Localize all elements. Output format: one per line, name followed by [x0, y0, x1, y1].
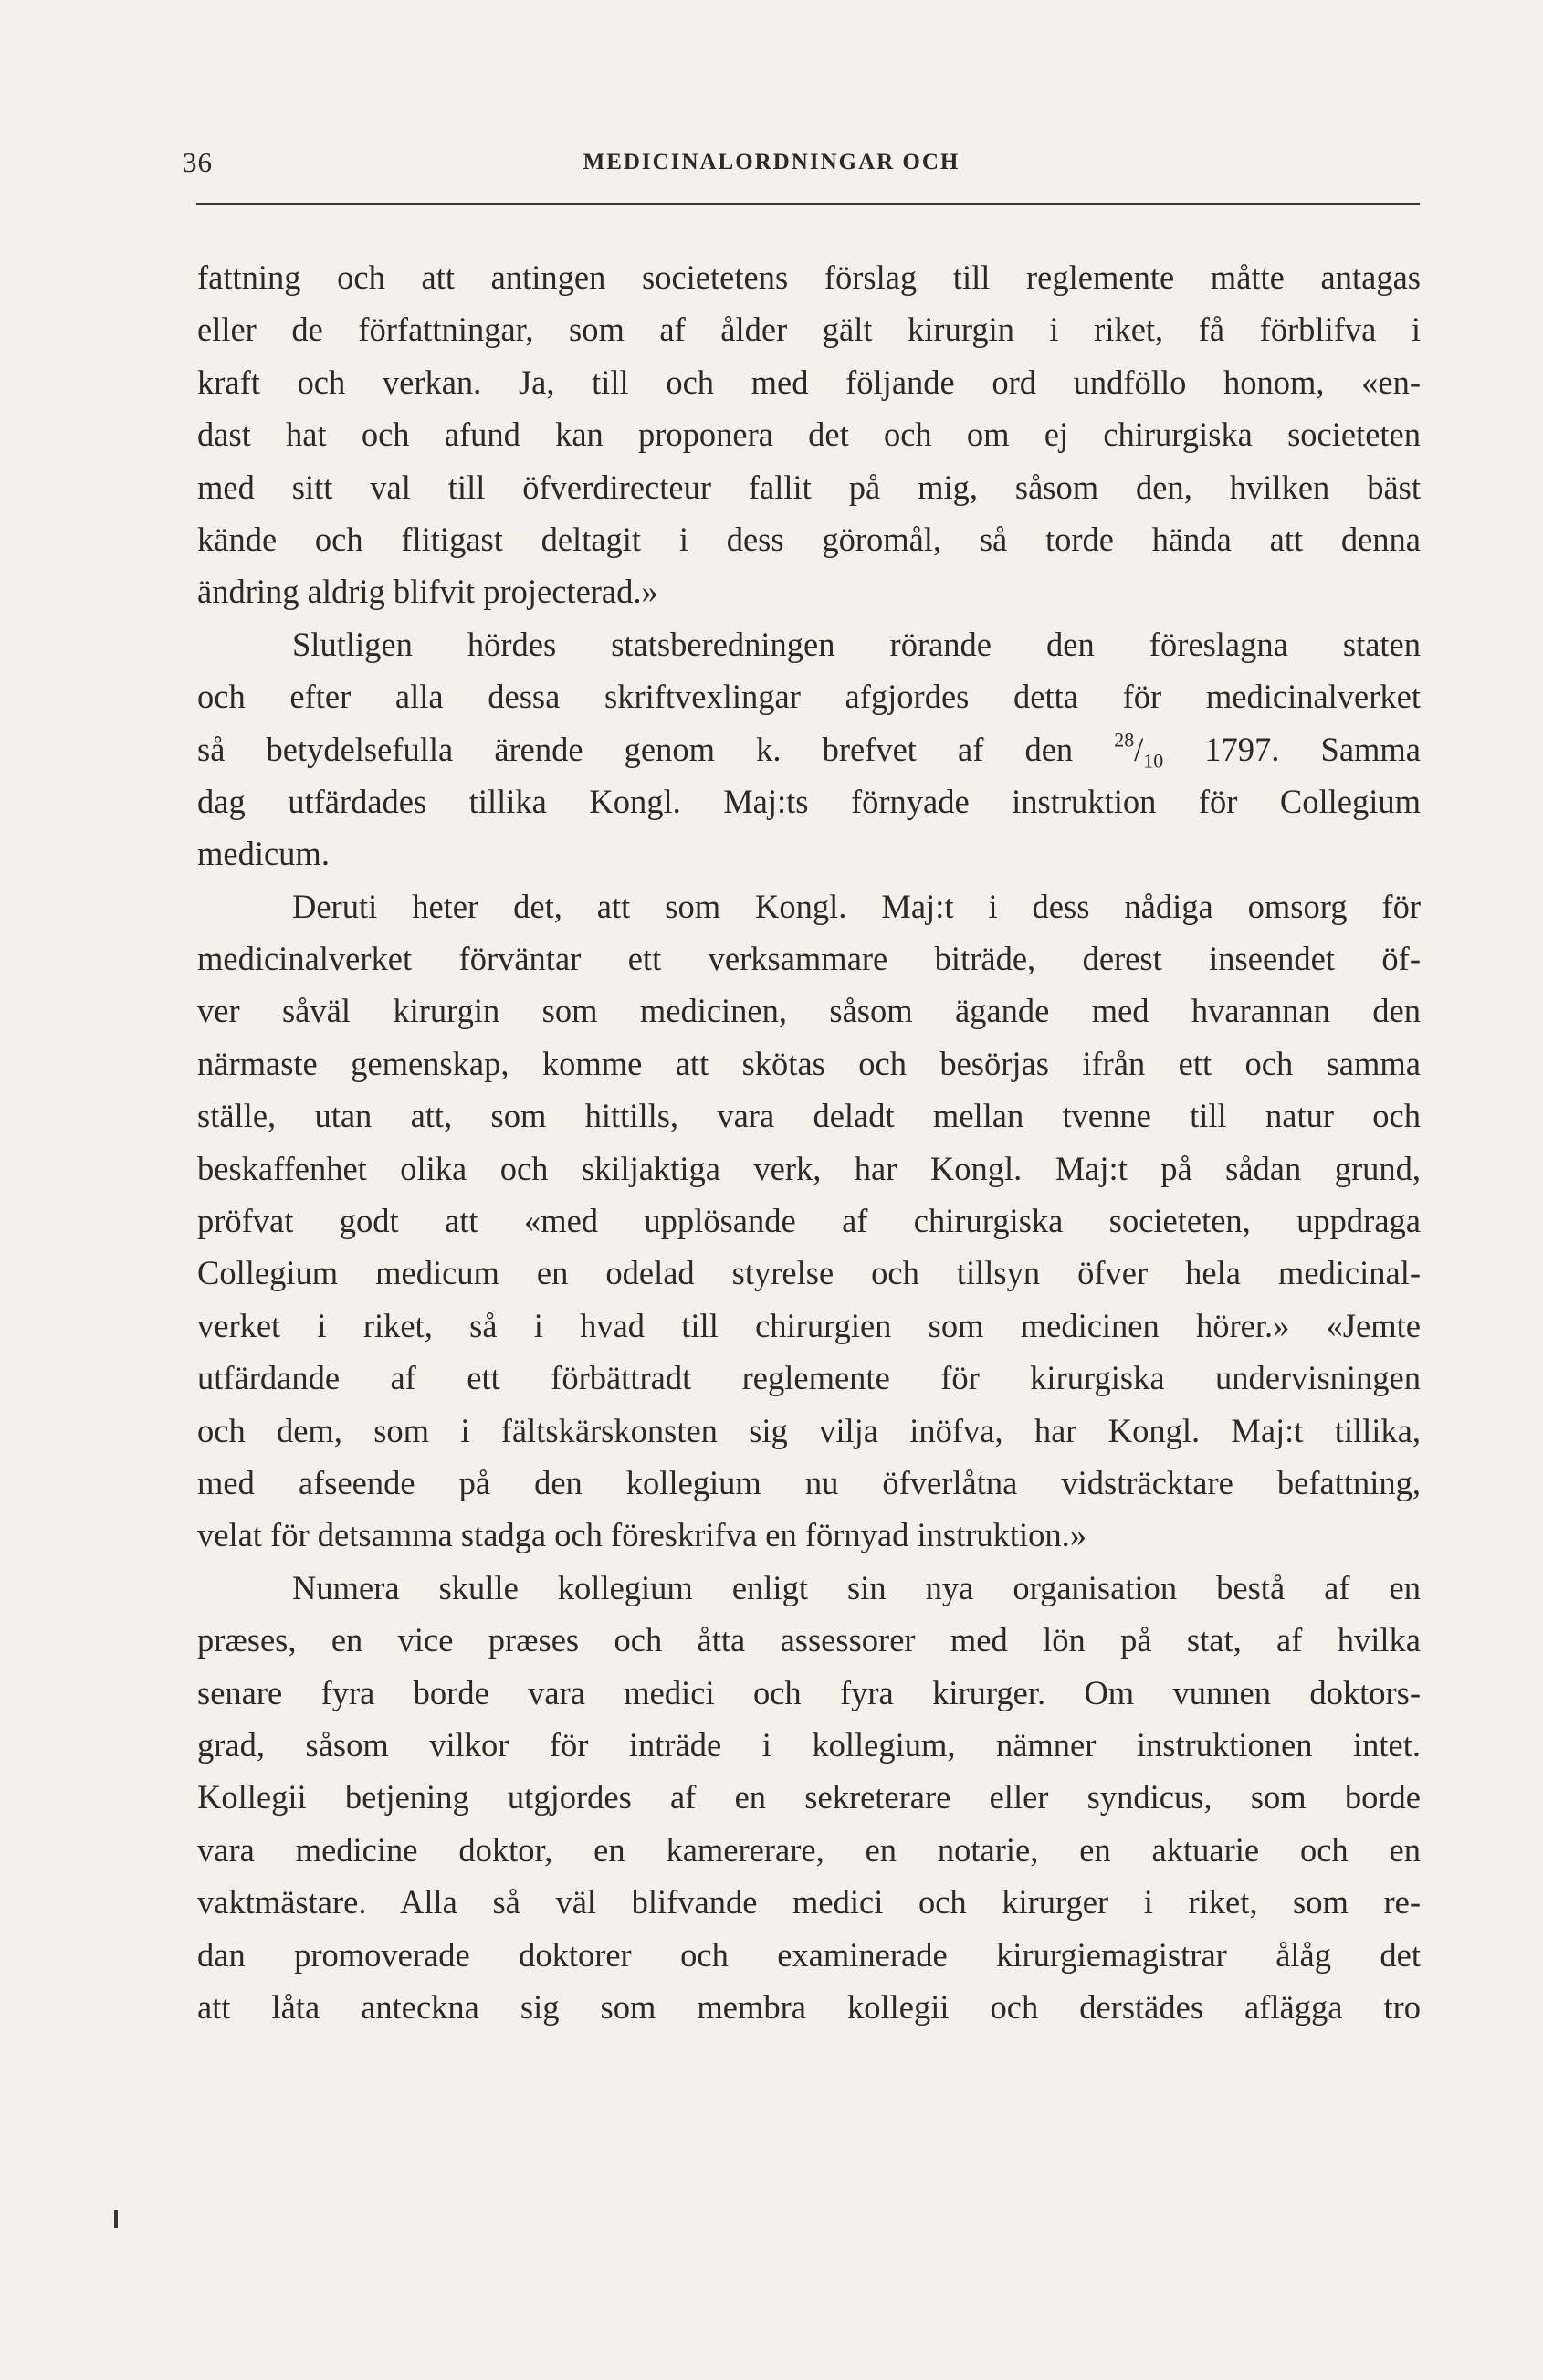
text-line: närmaste gemenskap, komme att skötas och besörjas ifrån ett och samma: [197, 1044, 1421, 1082]
text-line: ställe, utan att, som hittills, vara deladt mellan tvenne till natur och: [197, 1097, 1421, 1135]
text-line: verket i riket, så i hvad till chirurgien som medicinen hörer.» «Jemte: [197, 1306, 1421, 1344]
text-line: grad, såsom vilkor för inträde i kollegium, nämner instruktionen intet.: [197, 1725, 1421, 1764]
text-line: Numera skulle kollegium enligt sin nya organisation bestå af en: [292, 1568, 1421, 1606]
text-line: fattning och att antingen societetens förslag till reglemente måtte antagas: [197, 258, 1421, 296]
fraction-numerator: 28: [1114, 728, 1135, 752]
text-line: med afseende på den kollegium nu öfverlåtna vidsträcktare befattning,: [197, 1463, 1421, 1501]
text-line: præses, en vice præses och åtta assessorer med lön på stat, af hvilka: [197, 1621, 1421, 1659]
text-line: kände och flitigast deltagit i dess göromål, så torde hända att denna: [197, 520, 1421, 558]
text-line: att låta anteckna sig som membra kollegii och derstädes aflägga tro: [197, 1987, 1421, 2026]
page-number: 36: [183, 146, 213, 178]
text-line: med sitt val till öfverdirecteur fallit på mig, såsom den, hvilken bäst: [197, 468, 1421, 506]
fraction-denominator: 10: [1143, 749, 1164, 773]
text-line: Kollegii betjening utgjordes af en sekreterare eller syndicus, som borde: [197, 1778, 1421, 1817]
text-line: utfärdande af ett förbättradt reglemente för kirurgiska undervisningen: [197, 1359, 1421, 1397]
text-line: kraft och verkan. Ja, till och med följande ord undföllo honom, «en-: [197, 363, 1421, 401]
text-line: vara medicine doktor, en kamererare, en notarie, en aktuarie och en: [197, 1830, 1421, 1869]
text-segment: så betydelsefulla ärende genom k. brefvet af den: [197, 730, 1074, 768]
running-head: MEDICINALORDNINGAR OCH: [583, 150, 960, 174]
text-line: senare fyra borde vara medici och fyra kirurger. Om vunnen doktors-: [197, 1673, 1421, 1711]
text-line: medicum.: [197, 835, 330, 873]
text-line: ändring aldrig blifvit projecterad.»: [197, 573, 658, 611]
text-segment: 1797. Samma: [1204, 730, 1421, 768]
text-line: Deruti heter det, att som Kongl. Maj:t i dess nådiga omsorg för: [292, 887, 1421, 925]
text-line: Slutligen hördes statsberedningen rörande den föreslagna staten: [292, 625, 1421, 663]
body-text: [197, 251, 1421, 2033]
text-line: pröfvat godt att «med upplösande af chirurgiska societeten, uppdraga: [197, 1202, 1421, 1240]
text-line: vaktmästare. Alla så väl blifvande medici och kirurger i riket, som re-: [197, 1883, 1421, 1922]
text-line: velat för detsamma stadga och föreskrifva en förnyad instruktion.»: [197, 1516, 1087, 1554]
text-line: dast hat och afund kan proponera det och om ej chirurgiska societeten: [197, 416, 1421, 454]
text-line: ver såväl kirurgin som medicinen, såsom ägande med hvarannan den: [197, 992, 1421, 1030]
text-line: beskaffenhet olika och skiljaktiga verk, har Kongl. Maj:t på sådan grund,: [197, 1149, 1421, 1187]
text-line: medicinalverket förväntar ett verksammare biträde, derest inseendet öf-: [197, 940, 1421, 978]
text-line-with-date: så betydelsefulla ärende genom k. brefvet af den $^{28}/_{10}$ 1797. Samma: [197, 728, 1421, 773]
text-line: och dem, som i fältskärskonsten sig vilja inöfva, har Kongl. Maj:t tillika,: [197, 1411, 1421, 1449]
text-line: eller de författningar, som af ålder gält kirurgin i riket, få förblifva i: [197, 311, 1421, 349]
text-line: Collegium medicum en odelad styrelse och tillsyn öfver hela medicinal-: [197, 1254, 1421, 1292]
margin-mark: [114, 2210, 118, 2228]
text-line: dag utfärdades tillika Kongl. Maj:ts förnyade instruktion för Collegium: [197, 782, 1421, 820]
text-line: och efter alla dessa skriftvexlingar afgjordes detta för medicinalverket: [197, 678, 1421, 716]
header-rule: [196, 203, 1420, 205]
text-line: dan promoverade doktorer och examinerade kirurgiemagistrar ålåg det: [197, 1935, 1421, 1974]
